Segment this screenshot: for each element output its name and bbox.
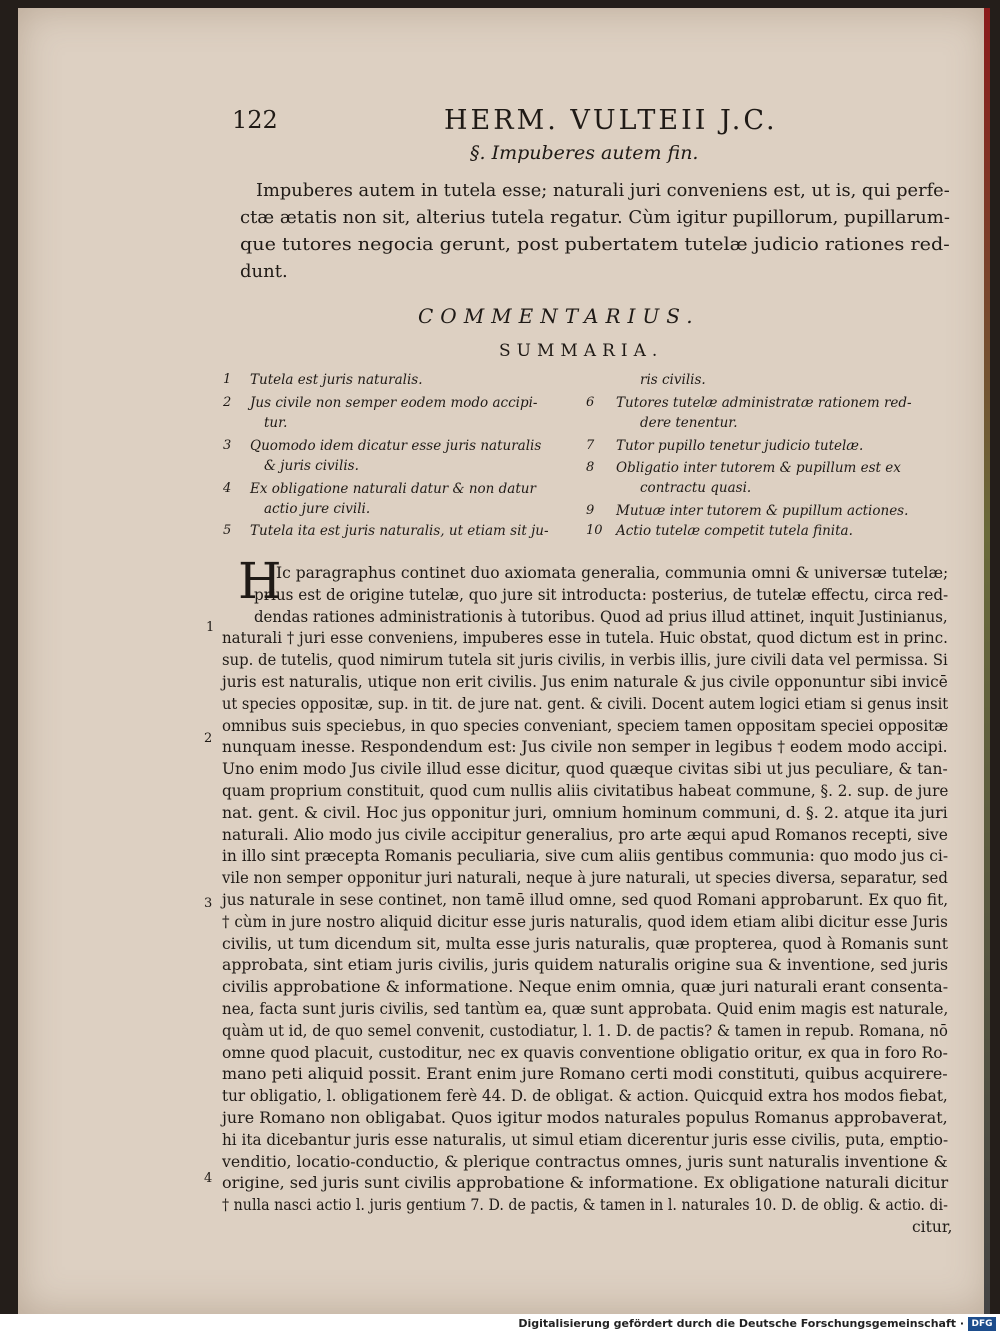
intro-line: dunt. [240,261,288,282]
summary-item: Mutuæ inter tutorem & pupillum actiones. [616,503,909,519]
summary-number: 8 [586,460,595,475]
body-line: vile non semper opponitur juri naturali, neque à jure naturali, ut species diversa, separatur, sed [222,869,948,888]
body-line: omnibus suis speciebus, in quo species conveniant, speciem tamen oppositam speciei oppositæ [222,716,949,735]
summary-number: 10 [586,523,603,538]
body-line: naturali † juri esse conveniens, impuberes esse in tutela. Huic obstat, quod dictum est in princ. [222,629,948,648]
summary-item: ris civilis. [640,372,706,388]
summary-item: & juris civilis. [264,458,359,474]
body-line: civilis, ut tum dicendum sit, multa esse juris naturalis, quæ propterea, quod à Romanis sunt [222,934,949,953]
summary-item: Jus civile non semper eodem modo accipi- [250,395,538,411]
summary-item: Quomodo idem dicatur esse juris naturalis [250,438,542,454]
summary-item: Obligatio inter tutorem & pupillum est ex [616,460,901,476]
body-line: jus naturale in sese continet, non tamē illud omne, sed quod Romani approbarunt. Ex quo fit, [222,891,949,909]
body-line: origine, sed juris sunt civilis approbatione & informatione. Ex obligatione naturali dicitur [222,1174,949,1193]
intro-line: que tutores negocia gerunt, post pubertatem tutelæ judicio rationes red- [240,234,950,255]
drop-cap: H [238,552,282,610]
summary-item: Tutor pupillo tenetur judicio tutelæ. [616,438,864,454]
section-title: §. Impuberes autem fin. [470,142,699,164]
margin-number: 4 [204,1171,213,1186]
body-line: jure Romano non obligabat. Quos igitur modos naturales populus Romanus approbaverat, [222,1109,948,1127]
summary-number: 9 [586,503,595,518]
body-line: omne quod placuit, custoditur, nec ex quavis conventione obligatio oritur, ex qua in foro Ro- [222,1043,948,1062]
body-line: quàm ut id, de quo semel convenit, custodiatur, l. 1. D. de pactis? & tamen in repub. Romana, nō [222,1021,948,1040]
body-line: Uno enim modo Jus civile illud esse dicitur, quod quæque civitas sibi ut jus peculiare, & tan- [222,760,948,779]
summary-number: 5 [223,523,232,538]
body-line: naturali. Alio modo jus civile accipitur generalius, pro arte æqui apud Romanos recepti, sive [222,825,948,844]
page-number: 122 [232,106,278,134]
body-line: approbata, sint etiam juris civilis, juris quidem naturalis origine sua & inventione, sed juris [222,956,949,975]
commentarius-heading: COMMENTARIUS. [418,304,700,328]
footer-bar [0,1314,1000,1335]
body-line: † cùm in jure nostro aliquid dicitur esse juris naturalis, quod idem etiam alibi dicitur esse Juris [222,912,948,931]
body-line: mano peti aliquid possit. Erant enim jure Romano certi modi constituti, quibus acquirere- [222,1065,948,1084]
body-line: in illo sint præcepta Romanis peculiaria, sive cum aliis gentibus communia: quo modo jus ci- [222,847,949,866]
body-line: † nulla nasci actio l. juris gentium 7. D. de pactis, & tamen in l. naturales 10. D. de oblig. & actio. di- [222,1196,948,1215]
summary-item: dere tenentur. [640,415,738,431]
body-line: ut species oppositæ, sup. in tit. de jure nat. gent. & civili. Docent autem logici etiam si genus insit [222,694,949,713]
body-line: nat. gent. & civil. Hoc jus opponitur juri, omnium hominum communi, d. §. 2. atque ita juri [222,803,948,822]
body-line: venditio, locatio-conductio, & plerique contractus omnes, juris sunt naturalis inventione & [222,1152,948,1171]
page-edge [984,8,990,1314]
dfg-logo: DFG [968,1317,996,1331]
summary-item: actio jure civili. [264,501,371,517]
margin-number: 1 [206,620,215,635]
summary-item: Actio tutelæ competit tutela finita. [616,523,853,539]
book-page [18,8,990,1314]
summary-number: 7 [586,438,595,453]
body-line: tur obligatio, l. obligationem ferè 44. D. de obligat. & action. Quicquid extra hos modos fiebat, [222,1087,948,1106]
summaria-heading: SUMMARIA. [499,341,664,361]
body-line: Ic paragraphus continet duo axiomata generalia, communia omni & universæ tutelæ; [276,564,949,582]
margin-number: 3 [204,896,213,911]
summary-number: 1 [223,372,232,387]
body-line: dendas rationes administrationis à tutoribus. Quod ad prius illud attinet, inquit Justinianus, [254,607,948,626]
footer-credit: Digitalisierung gefördert durch die Deutsche Forschungsgemeinschaft · [518,1317,964,1330]
summary-item: Ex obligatione naturali datur & non datur [250,481,536,497]
running-header: HERM. VULTEII J.C. [444,105,778,136]
summary-number: 4 [223,481,232,496]
body-line: quam proprium constituit, quod cum nullis aliis civitatibus habeat commune, §. 2. sup. de jure [222,782,949,800]
body-line: nea, facta sunt juris civilis, sed tantùm ea, quæ sunt approbata. Quid enim magis est naturale, [222,1000,949,1018]
body-line: civilis approbatione & informatione. Neque enim omnia, quæ juri naturali erant consenta- [222,978,949,997]
summary-number: 3 [223,438,232,453]
body-line: juris est naturalis, utique non erit civilis. Jus enim naturale & jus civile opponuntur sibi invicē [222,673,948,691]
intro-line: Impuberes autem in tutela esse; naturali juri conveniens est, ut is, qui perfe- [256,180,950,201]
body-line: hi ita dicebantur juris esse naturalis, ut simul etiam dicerentur juris esse civilis, puta, emptio- [222,1130,949,1149]
summary-item: Tutela est juris naturalis. [250,372,423,388]
margin-number: 2 [204,731,213,746]
summary-number: 2 [223,395,232,410]
body-line: citur, [912,1218,953,1236]
body-line: nunquam inesse. Respondendum est: Jus civile non semper in legibus † eodem modo accipi. [222,738,948,757]
summary-number: 6 [586,395,595,410]
summary-item: tur. [264,415,288,431]
summary-item: contractu quasi. [640,480,752,496]
summary-item: Tutores tutelæ administratæ rationem red- [616,395,912,411]
intro-line: ctæ ætatis non sit, alterius tutela regatur. Cùm igitur pupillorum, pupillarum- [240,207,950,228]
body-line: prius est de origine tutelæ, quo jure sit introducta: posterius, de tutelæ effectu, circa red- [254,585,949,604]
body-line: sup. de tutelis, quod nimirum tutela sit juris civilis, in verbis illis, jure civili data vel permissa. Si [222,651,948,670]
summary-item: Tutela ita est juris naturalis, ut etiam sit ju- [250,523,549,539]
